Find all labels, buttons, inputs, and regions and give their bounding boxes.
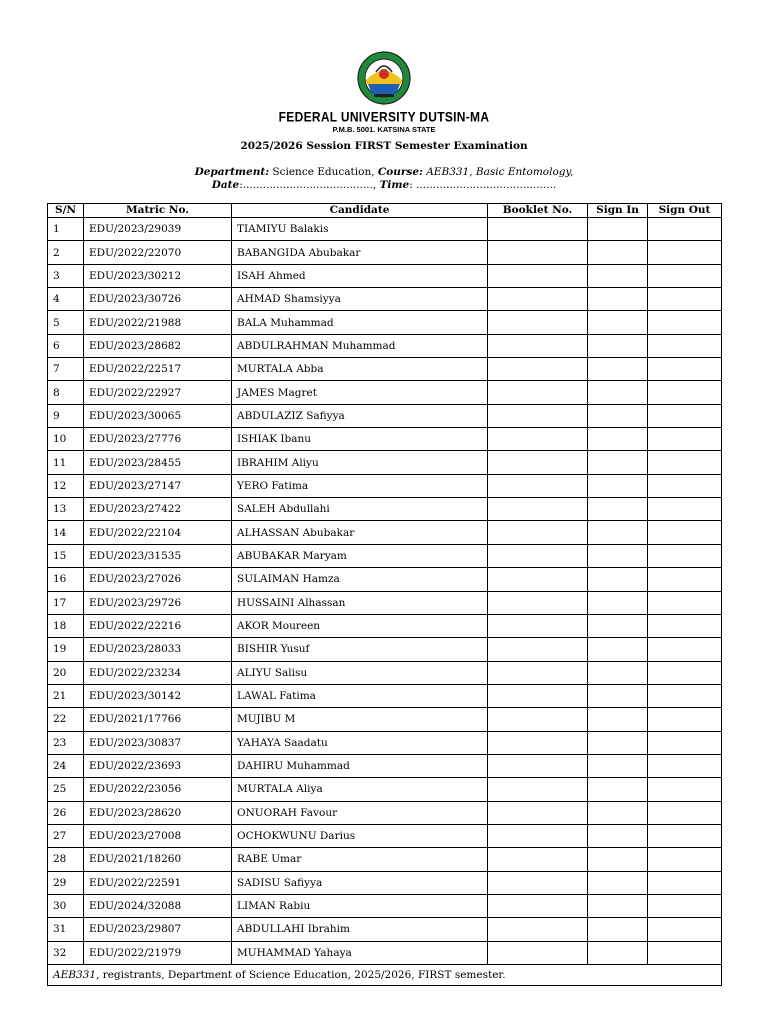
cell-candidate: AHMAD Shamsiyya xyxy=(232,288,488,311)
time-value: : .......................................... xyxy=(409,179,557,191)
cell-sign-in[interactable] xyxy=(588,241,648,264)
cell-sign-in[interactable] xyxy=(588,568,648,591)
cell-sign-in[interactable] xyxy=(588,754,648,777)
cell-candidate: SADISU Safiyya xyxy=(232,871,488,894)
cell-matric-no: EDU/2023/29726 xyxy=(84,591,232,614)
table-row xyxy=(48,824,722,847)
cell-sign-in[interactable] xyxy=(588,451,648,474)
cell-sign-out[interactable] xyxy=(648,544,722,567)
cell-sn: 30 xyxy=(48,894,84,917)
cell-matric-no: EDU/2023/30837 xyxy=(84,731,232,754)
cell-sign-out[interactable] xyxy=(648,498,722,521)
cell-candidate: TIAMIYU Balakis xyxy=(232,218,488,241)
cell-sign-out[interactable] xyxy=(648,288,722,311)
cell-sign-out[interactable] xyxy=(648,404,722,427)
cell-sign-out[interactable] xyxy=(648,474,722,497)
table-row xyxy=(48,778,722,801)
cell-sign-out[interactable] xyxy=(648,778,722,801)
cell-sign-out[interactable] xyxy=(648,638,722,661)
cell-sn: 31 xyxy=(48,918,84,941)
cell-candidate: MURTALA Aliya xyxy=(232,778,488,801)
cell-matric-no: EDU/2022/21979 xyxy=(84,941,232,964)
table-row xyxy=(48,684,722,707)
table-row xyxy=(48,311,722,334)
cell-sign-in[interactable] xyxy=(588,684,648,707)
cell-sn: 10 xyxy=(48,428,84,451)
cell-matric-no: EDU/2023/29039 xyxy=(84,218,232,241)
cell-sign-out[interactable] xyxy=(648,848,722,871)
cell-booklet-no[interactable] xyxy=(488,544,588,567)
cell-matric-no: EDU/2023/30142 xyxy=(84,684,232,707)
cell-sign-in[interactable] xyxy=(588,498,648,521)
cell-booklet-no[interactable] xyxy=(488,358,588,381)
table-row xyxy=(48,894,722,917)
table-row xyxy=(48,358,722,381)
cell-candidate: BISHIR Yusuf xyxy=(232,638,488,661)
table-row xyxy=(48,264,722,287)
cell-booklet-no[interactable] xyxy=(488,451,588,474)
cell-sign-out[interactable] xyxy=(648,241,722,264)
cell-sn: 16 xyxy=(48,568,84,591)
cell-matric-no: EDU/2023/27008 xyxy=(84,824,232,847)
cell-candidate: ISAH Ahmed xyxy=(232,264,488,287)
table-row xyxy=(48,848,722,871)
cell-sign-in[interactable] xyxy=(588,264,648,287)
cell-sign-out[interactable] xyxy=(648,311,722,334)
cell-sn: 22 xyxy=(48,708,84,731)
cell-matric-no: EDU/2022/23234 xyxy=(84,661,232,684)
cell-sign-in[interactable] xyxy=(588,778,648,801)
column-header-candidate: Candidate xyxy=(232,204,488,218)
cell-candidate: ALIYU Salisu xyxy=(232,661,488,684)
column-header-booklet: Booklet No. xyxy=(488,204,588,218)
cell-sn: 15 xyxy=(48,544,84,567)
cell-candidate: MUHAMMAD Yahaya xyxy=(232,941,488,964)
cell-sign-out[interactable] xyxy=(648,708,722,731)
cell-booklet-no[interactable] xyxy=(488,311,588,334)
cell-matric-no: EDU/2024/32088 xyxy=(84,894,232,917)
cell-matric-no: EDU/2023/30212 xyxy=(84,264,232,287)
footer-text: , registrants, Department of Science Education, 2025/2026, FIRST semester. xyxy=(96,969,506,981)
cell-sign-in[interactable] xyxy=(588,801,648,824)
cell-candidate: BALA Muhammad xyxy=(232,311,488,334)
cell-sign-out[interactable] xyxy=(648,451,722,474)
cell-sign-in[interactable] xyxy=(588,591,648,614)
cell-sign-in[interactable] xyxy=(588,871,648,894)
cell-candidate: ABDULAZIZ Safiyya xyxy=(232,404,488,427)
letterhead xyxy=(0,48,768,134)
table-row xyxy=(48,381,722,404)
cell-matric-no: EDU/2023/28620 xyxy=(84,801,232,824)
cell-sign-in[interactable] xyxy=(588,428,648,451)
cell-candidate: SULAIMAN Hamza xyxy=(232,568,488,591)
cell-sign-out[interactable] xyxy=(648,894,722,917)
cell-sign-out[interactable] xyxy=(648,381,722,404)
cell-sn: 4 xyxy=(48,288,84,311)
cell-sn: 29 xyxy=(48,871,84,894)
cell-sn: 17 xyxy=(48,591,84,614)
cell-matric-no: EDU/2022/22927 xyxy=(84,381,232,404)
cell-matric-no: EDU/2023/27422 xyxy=(84,498,232,521)
table-row xyxy=(48,591,722,614)
cell-candidate: DAHIRU Muhammad xyxy=(232,754,488,777)
cell-sign-in[interactable] xyxy=(588,638,648,661)
cell-booklet-no[interactable] xyxy=(488,638,588,661)
cell-candidate: LIMAN Rabiu xyxy=(232,894,488,917)
cell-sign-out[interactable] xyxy=(648,614,722,637)
cell-candidate: BABANGIDA Abubakar xyxy=(232,241,488,264)
table-row xyxy=(48,568,722,591)
table-footer-row xyxy=(48,965,722,986)
cell-candidate: YAHAYA Saadatu xyxy=(232,731,488,754)
cell-sn: 20 xyxy=(48,661,84,684)
table-row xyxy=(48,801,722,824)
table-row xyxy=(48,754,722,777)
cell-candidate: ISHIAK Ibanu xyxy=(232,428,488,451)
cell-candidate: ONUORAH Favour xyxy=(232,801,488,824)
department-label: Department: xyxy=(194,166,270,178)
cell-sign-in[interactable] xyxy=(588,941,648,964)
cell-booklet-no[interactable] xyxy=(488,918,588,941)
cell-candidate: YERO Fatima xyxy=(232,474,488,497)
cell-sign-out[interactable] xyxy=(648,521,722,544)
cell-booklet-no[interactable] xyxy=(488,381,588,404)
cell-sn: 8 xyxy=(48,381,84,404)
cell-sn: 6 xyxy=(48,334,84,357)
cell-sn: 21 xyxy=(48,684,84,707)
time-label: Time xyxy=(379,179,410,191)
date-label: Date xyxy=(211,179,240,191)
cell-booklet-no[interactable] xyxy=(488,778,588,801)
cell-booklet-no[interactable] xyxy=(488,614,588,637)
column-header-sign-in: Sign In xyxy=(588,204,648,218)
cell-sign-in[interactable] xyxy=(588,404,648,427)
cell-sign-out[interactable] xyxy=(648,661,722,684)
cell-sign-in[interactable] xyxy=(588,614,648,637)
cell-matric-no: EDU/2022/21988 xyxy=(84,311,232,334)
cell-sign-in[interactable] xyxy=(588,288,648,311)
table-row xyxy=(48,661,722,684)
cell-matric-no: EDU/2023/30726 xyxy=(84,288,232,311)
cell-booklet-no[interactable] xyxy=(488,404,588,427)
cell-candidate: LAWAL Fatima xyxy=(232,684,488,707)
cell-matric-no: EDU/2023/28033 xyxy=(84,638,232,661)
cell-matric-no: EDU/2023/31535 xyxy=(84,544,232,567)
column-header-sn: S/N xyxy=(48,204,84,218)
university-address: P.M.B. 5001. KATSINA STATE xyxy=(332,125,436,134)
department-value: Science Education, xyxy=(269,166,378,178)
cell-sign-out[interactable] xyxy=(648,824,722,847)
cell-candidate: RABE Umar xyxy=(232,848,488,871)
cell-booklet-no[interactable] xyxy=(488,894,588,917)
table-row xyxy=(48,708,722,731)
cell-candidate: ABDULRAHMAN Muhammad xyxy=(232,334,488,357)
cell-matric-no: EDU/2022/23693 xyxy=(84,754,232,777)
table-row xyxy=(48,334,722,357)
table-row xyxy=(48,241,722,264)
table-header-row xyxy=(48,204,722,218)
cell-sign-in[interactable] xyxy=(588,731,648,754)
department-course-line xyxy=(0,166,768,178)
cell-matric-no: EDU/2022/22591 xyxy=(84,871,232,894)
cell-sign-in[interactable] xyxy=(588,358,648,381)
cell-matric-no: EDU/2021/18260 xyxy=(84,848,232,871)
cell-sign-in[interactable] xyxy=(588,474,648,497)
cell-sign-in[interactable] xyxy=(588,894,648,917)
cell-sn: 11 xyxy=(48,451,84,474)
cell-booklet-no[interactable] xyxy=(488,521,588,544)
cell-sign-out[interactable] xyxy=(648,358,722,381)
cell-sn: 28 xyxy=(48,848,84,871)
cell-sign-in[interactable] xyxy=(588,381,648,404)
footer-note xyxy=(48,965,722,986)
cell-matric-no: EDU/2022/22517 xyxy=(84,358,232,381)
cell-sign-in[interactable] xyxy=(588,661,648,684)
cell-matric-no: EDU/2023/27026 xyxy=(84,568,232,591)
cell-booklet-no[interactable] xyxy=(488,264,588,287)
course-label: Course: xyxy=(377,166,423,178)
cell-sign-out[interactable] xyxy=(648,941,722,964)
table-row xyxy=(48,451,722,474)
cell-sn: 27 xyxy=(48,824,84,847)
cell-candidate: ABUBAKAR Maryam xyxy=(232,544,488,567)
cell-matric-no: EDU/2023/27147 xyxy=(84,474,232,497)
cell-sign-out[interactable] xyxy=(648,684,722,707)
date-value: :......................................., xyxy=(239,179,380,191)
table-row xyxy=(48,428,722,451)
table-row xyxy=(48,731,722,754)
cell-candidate: ABDULLAHI Ibrahim xyxy=(232,918,488,941)
course-value: AEB331, Basic Entomology, xyxy=(422,166,574,178)
cell-booklet-no[interactable] xyxy=(488,824,588,847)
cell-matric-no: EDU/2022/22216 xyxy=(84,614,232,637)
cell-candidate: AKOR Moureen xyxy=(232,614,488,637)
cell-sn: 13 xyxy=(48,498,84,521)
table-body xyxy=(48,218,722,965)
table-row xyxy=(48,474,722,497)
cell-candidate: ALHASSAN Abubakar xyxy=(232,521,488,544)
cell-sign-in[interactable] xyxy=(588,848,648,871)
cell-booklet-no[interactable] xyxy=(488,848,588,871)
cell-booklet-no[interactable] xyxy=(488,334,588,357)
cell-sn: 3 xyxy=(48,264,84,287)
cell-candidate: OCHOKWUNU Darius xyxy=(232,824,488,847)
cell-sign-out[interactable] xyxy=(648,918,722,941)
cell-sign-in[interactable] xyxy=(588,311,648,334)
table-row xyxy=(48,218,722,241)
cell-sign-out[interactable] xyxy=(648,591,722,614)
cell-sign-out[interactable] xyxy=(648,871,722,894)
cell-booklet-no[interactable] xyxy=(488,941,588,964)
cell-candidate: HUSSAINI Alhassan xyxy=(232,591,488,614)
cell-matric-no: EDU/2023/30065 xyxy=(84,404,232,427)
cell-candidate: MUJIBU M xyxy=(232,708,488,731)
cell-sn: 24 xyxy=(48,754,84,777)
cell-candidate: MURTALA Abba xyxy=(232,358,488,381)
cell-booklet-no[interactable] xyxy=(488,474,588,497)
cell-matric-no: EDU/2022/22104 xyxy=(84,521,232,544)
cell-sn: 18 xyxy=(48,614,84,637)
cell-sign-in[interactable] xyxy=(588,708,648,731)
cell-sn: 7 xyxy=(48,358,84,381)
cell-sn: 5 xyxy=(48,311,84,334)
cell-sign-out[interactable] xyxy=(648,264,722,287)
cell-sign-in[interactable] xyxy=(588,334,648,357)
cell-sign-out[interactable] xyxy=(648,754,722,777)
cell-matric-no: EDU/2023/28455 xyxy=(84,451,232,474)
cell-matric-no: EDU/2023/27776 xyxy=(84,428,232,451)
cell-booklet-no[interactable] xyxy=(488,288,588,311)
cell-sn: 32 xyxy=(48,941,84,964)
cell-matric-no: EDU/2023/28682 xyxy=(84,334,232,357)
cell-booklet-no[interactable] xyxy=(488,708,588,731)
cell-sn: 2 xyxy=(48,241,84,264)
date-time-line xyxy=(0,179,768,191)
cell-sign-out[interactable] xyxy=(648,568,722,591)
cell-booklet-no[interactable] xyxy=(488,568,588,591)
attendance-table xyxy=(47,203,722,986)
cell-booklet-no[interactable] xyxy=(488,498,588,521)
cell-matric-no: EDU/2023/29807 xyxy=(84,918,232,941)
cell-sign-in[interactable] xyxy=(588,521,648,544)
cell-booklet-no[interactable] xyxy=(488,591,588,614)
cell-sign-in[interactable] xyxy=(588,544,648,567)
cell-candidate: SALEH Abdullahi xyxy=(232,498,488,521)
cell-sign-out[interactable] xyxy=(648,218,722,241)
table-row xyxy=(48,544,722,567)
table-row xyxy=(48,871,722,894)
cell-booklet-no[interactable] xyxy=(488,428,588,451)
table-row xyxy=(48,638,722,661)
cell-sign-in[interactable] xyxy=(588,824,648,847)
cell-sign-in[interactable] xyxy=(588,218,648,241)
cell-booklet-no[interactable] xyxy=(488,801,588,824)
cell-sn: 23 xyxy=(48,731,84,754)
cell-booklet-no[interactable] xyxy=(488,218,588,241)
cell-sn: 14 xyxy=(48,521,84,544)
cell-booklet-no[interactable] xyxy=(488,731,588,754)
table-row xyxy=(48,614,722,637)
cell-matric-no: EDU/2021/17766 xyxy=(84,708,232,731)
column-header-sign-out: Sign Out xyxy=(648,204,722,218)
cell-sn: 1 xyxy=(48,218,84,241)
cell-sign-out[interactable] xyxy=(648,334,722,357)
university-name: FEDERAL UNIVERSITY DUTSIN-MA xyxy=(278,108,490,126)
table-row xyxy=(48,404,722,427)
table-row xyxy=(48,521,722,544)
column-header-matric: Matric No. xyxy=(84,204,232,218)
cell-sn: 25 xyxy=(48,778,84,801)
cell-candidate: IBRAHIM Aliyu xyxy=(232,451,488,474)
cell-sign-out[interactable] xyxy=(648,731,722,754)
cell-booklet-no[interactable] xyxy=(488,754,588,777)
cell-candidate: JAMES Magret xyxy=(232,381,488,404)
table-row xyxy=(48,498,722,521)
footer-course: AEB331 xyxy=(53,969,97,981)
cell-sign-in[interactable] xyxy=(588,918,648,941)
cell-sn: 19 xyxy=(48,638,84,661)
cell-sn: 26 xyxy=(48,801,84,824)
cell-sign-out[interactable] xyxy=(648,428,722,451)
cell-booklet-no[interactable] xyxy=(488,241,588,264)
cell-booklet-no[interactable] xyxy=(488,661,588,684)
cell-matric-no: EDU/2022/22070 xyxy=(84,241,232,264)
cell-sn: 9 xyxy=(48,404,84,427)
cell-sn: 12 xyxy=(48,474,84,497)
cell-booklet-no[interactable] xyxy=(488,871,588,894)
table-row xyxy=(48,918,722,941)
cell-matric-no: EDU/2022/23056 xyxy=(84,778,232,801)
table-row xyxy=(48,941,722,964)
session-title: 2025/2026 Session FIRST Semester Examination xyxy=(240,140,528,152)
table-row xyxy=(48,288,722,311)
cell-booklet-no[interactable] xyxy=(488,684,588,707)
university-crest-icon xyxy=(352,48,416,108)
cell-sign-out[interactable] xyxy=(648,801,722,824)
